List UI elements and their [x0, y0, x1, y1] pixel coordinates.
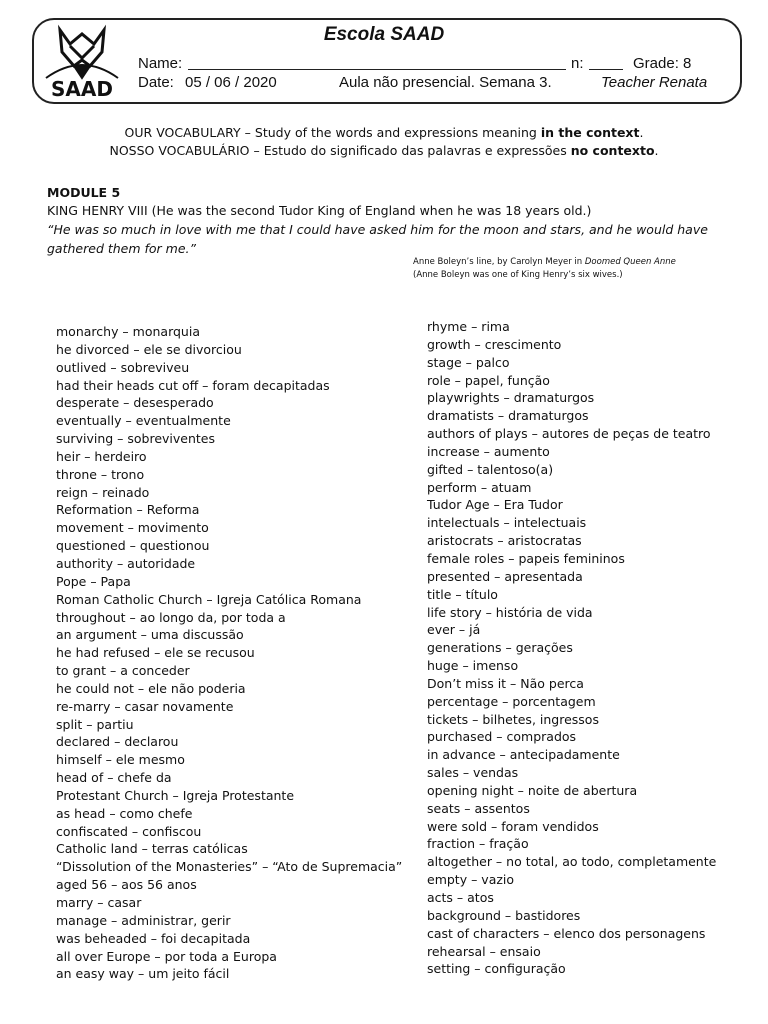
vocab-item: generations – gerações [427, 640, 573, 656]
vocab-item: intelectuals – intelectuais [427, 515, 587, 531]
vocab-item: growth – crescimento [427, 336, 562, 352]
module-subtitle: KING HENRY VIII (He was the second Tudor King of England when he was 18 years old.) [47, 203, 592, 218]
intro-portuguese: NOSSO VOCABULÁRIO – Estudo do significado das palavras e expressões no contexto. [109, 143, 659, 158]
vocab-item: in advance – antecipadamente [427, 747, 620, 763]
vocab-item: re-marry – casar novamente [56, 698, 234, 714]
vocab-item: all over Europe – por toda a Europa [56, 948, 277, 964]
vocab-item: confiscated – confiscou [56, 823, 202, 839]
vocab-item: empty – vazio [427, 872, 515, 888]
vocab-item: he could not – ele não poderia [56, 680, 246, 696]
vocab-item: Don’t miss it – Não perca [427, 675, 584, 691]
vocab-item: had their heads cut off – foram decapitadas [56, 377, 330, 393]
vocab-item: aged 56 – aos 56 anos [56, 877, 197, 893]
date-label: Date: [138, 74, 174, 91]
vocab-item: throne – trono [56, 466, 145, 482]
vocab-item: female roles – papeis femininos [427, 550, 625, 566]
vocab-item: as head – como chefe [56, 805, 193, 821]
vocab-item: he had refused – ele se recusou [56, 645, 255, 661]
vocab-item: outlived – sobreviveu [56, 359, 190, 375]
vocab-item: playwrights – dramaturgos [427, 390, 595, 406]
vocab-item: Roman Catholic Church – Igreja Católica Romana [56, 591, 362, 607]
vocab-item: manage – administrar, gerir [56, 912, 231, 928]
vocab-item: to grant – a conceder [56, 663, 190, 679]
vocab-item: questioned – questionou [56, 538, 210, 554]
vocab-item: acts – atos [427, 890, 494, 905]
vocabulary-list-right [427, 318, 716, 978]
quote-credit: Anne Boleyn’s line, by Carolyn Meyer in Doomed Queen Anne [413, 257, 676, 267]
vocab-item: cast of characters – elenco dos personagens [427, 925, 706, 941]
number-label: n: [571, 55, 584, 72]
vocab-item: altogether – no total, ao todo, completamente [427, 854, 717, 870]
vocab-item: opening night – noite de abertura [427, 782, 638, 798]
vocab-item: “Dissolution of the Monasteries” – “Ato de Supremacia” [56, 859, 403, 875]
vocab-item: life story – história de vida [427, 604, 593, 620]
vocab-item: movement – movimento [56, 520, 209, 536]
vocab-item: desperate – desesperado [56, 395, 214, 411]
date-value: 05 / 06 / 2020 [185, 74, 277, 91]
intro-english: OUR VOCABULARY – Study of the words and expressions meaning in the context. [124, 125, 644, 140]
vocab-item: was beheaded – foi decapitada [56, 930, 251, 946]
vocab-item: split – partiu [56, 716, 134, 732]
vocab-item: purchased – comprados [427, 729, 577, 745]
vocab-item: throughout – ao longo da, por toda a [56, 609, 286, 625]
vocab-item: tickets – bilhetes, ingressos [427, 711, 599, 727]
vocab-item: setting – configuração [427, 961, 566, 977]
vocab-item: he divorced – ele se divorciou [56, 341, 242, 357]
vocab-item: stage – palco [427, 354, 510, 370]
module-quote: “He was so much in love with me that I could have asked him for the moon and stars, and he would have gathered them for me.” [47, 222, 708, 256]
vocab-item: rhyme – rima [427, 319, 510, 334]
class-info: Aula não presencial. Semana 3. [339, 74, 552, 91]
vocab-item: gifted – talentoso(a) [427, 461, 554, 477]
vocab-item: Protestant Church – Igreja Protestante [56, 787, 295, 803]
number-field[interactable] [589, 69, 623, 70]
vocab-item: authors of plays – autores de peças de teatro [427, 426, 711, 442]
vocab-item: reign – reinado [56, 484, 150, 500]
vocab-item: declared – declarou [56, 734, 179, 750]
grade-label: Grade: 8 [633, 55, 692, 72]
vocab-item: Reformation – Reforma [56, 502, 200, 518]
vocab-item: eventually – eventualmente [56, 413, 231, 429]
vocab-item: role – papel, função [427, 372, 550, 388]
vocab-item: presented – apresentada [427, 568, 583, 584]
teacher-name: Teacher Renata [601, 74, 708, 91]
name-label: Name: [138, 55, 183, 72]
module-title: MODULE 5 [47, 185, 121, 200]
vocab-item: surviving – sobreviventes [56, 431, 216, 447]
vocab-item: fraction – fração [427, 836, 529, 852]
vocab-item: Tudor Age – Era Tudor [427, 497, 563, 513]
vocab-item: Catholic land – terras católicas [56, 841, 248, 857]
vocab-item: background – bastidores [427, 907, 581, 923]
vocab-item: title – título [427, 586, 498, 602]
vocab-item: rehearsal – ensaio [427, 943, 541, 959]
vocabulary-list-left [56, 323, 402, 983]
vocab-item: an easy way – um jeito fácil [56, 966, 230, 982]
vocab-item: marry – casar [56, 895, 142, 910]
vocab-item: were sold – foram vendidos [427, 818, 599, 834]
name-field[interactable] [188, 69, 566, 70]
vocab-item: authority – autoridade [56, 555, 196, 571]
vocab-item: percentage – porcentagem [427, 693, 596, 709]
vocab-item: seats – assentos [427, 800, 530, 816]
vocab-item: head of – chefe da [56, 770, 172, 786]
vocab-item: ever – já [427, 622, 481, 638]
vocab-item: perform – atuam [427, 479, 532, 495]
vocab-item: increase – aumento [427, 443, 550, 459]
vocab-item: monarchy – monarquia [56, 324, 200, 339]
school-name: Escola SAAD [323, 24, 445, 45]
vocab-item: heir – herdeiro [56, 448, 147, 464]
vocab-item: himself – ele mesmo [56, 752, 185, 768]
vocab-item: Pope – Papa [56, 573, 131, 589]
logo-text: SAAD [51, 77, 113, 101]
vocab-item: aristocrats – aristocratas [427, 533, 582, 549]
vocab-item: an argument – uma discussão [56, 627, 244, 643]
vocab-item: huge – imenso [427, 658, 519, 674]
quote-credit-note: (Anne Boleyn was one of King Henry’s six wives.) [413, 270, 623, 280]
vocab-item: dramatists – dramaturgos [427, 408, 589, 424]
vocab-item: sales – vendas [427, 765, 519, 781]
